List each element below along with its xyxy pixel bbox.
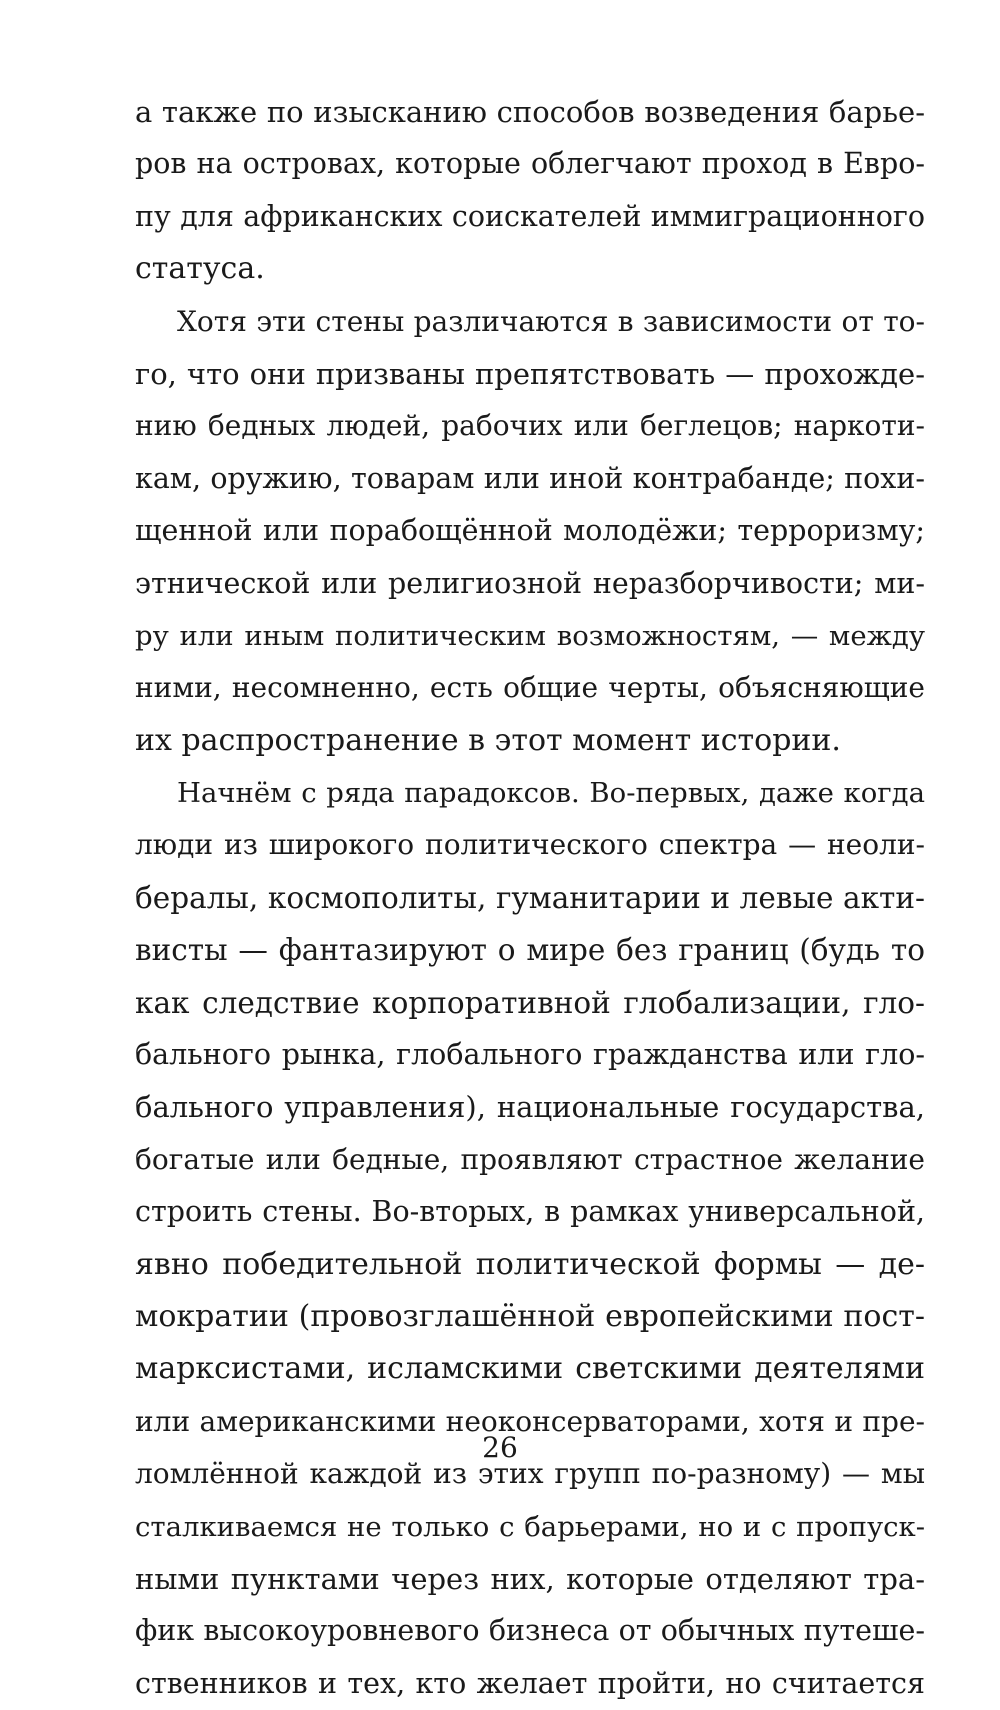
text-line: этнической или религиозной неразборчивости; ми- xyxy=(135,566,925,600)
text-line: бералы, космополиты, гуманитарии и левые акти- xyxy=(135,880,925,915)
text-line: бального управления), национальные государства, xyxy=(135,1090,925,1125)
text-line: ров на островах, которые облегчают проход в Евро- xyxy=(135,147,925,181)
text-line: ру или иным политическим возможностям, — между xyxy=(135,619,925,652)
text-line: или американскими неоконсерваторами, хотя и пре- xyxy=(135,1404,925,1438)
text-line: сталкиваемся не только с барьерами, но и с пропуск- xyxy=(135,1510,925,1543)
text-line: кам, оружию, товарам или иной контрабанде; похи- xyxy=(135,461,925,495)
text-line: статуса. xyxy=(135,251,265,287)
text-line: мократии (провозглашённой европейскими пост- xyxy=(135,1298,925,1334)
text-line: Начнём с ряда парадоксов. Во-первых, даже когда xyxy=(177,777,925,810)
text-line: ными пунктами через них, которые отделяют тра- xyxy=(135,1561,925,1596)
text-line: бального рынка, глобального гражданства или гло- xyxy=(135,1038,925,1072)
text-line: люди из широкого политического спектра — неоли- xyxy=(135,828,925,862)
text-line: ломлённой каждой из этих групп по-разному) — мы xyxy=(135,1457,925,1491)
text-line: как следствие корпоративной глобализации, гло- xyxy=(135,985,925,1020)
text-line: ними, несомненно, есть общие черты, объясняющие xyxy=(135,671,925,705)
text-line: богатые или бедные, проявляют страстное желание xyxy=(135,1142,925,1176)
text-line: нию бедных людей, рабочих или беглецов; наркоти- xyxy=(135,409,925,443)
text-line: их распространение в этот момент истории. xyxy=(135,722,841,758)
text-line: строить стены. Во-вторых, в рамках универсальной, xyxy=(135,1195,925,1229)
text-line: щенной или порабощённой молодёжи; терроризму; xyxy=(135,514,925,548)
text-line: ственников и тех, кто желает пройти, но считается xyxy=(135,1666,925,1700)
text-line: Хотя эти стены различаются в зависимости от то- xyxy=(177,304,925,338)
text-line: а также по изысканию способов возведения барье- xyxy=(135,95,925,129)
text-line: марксистами, исламскими светскими деятелями xyxy=(135,1351,925,1387)
text-line: фик высокоуровневого бизнеса от обычных путеше- xyxy=(135,1614,925,1648)
text-line: висты — фантазируют о мире без границ (будь то xyxy=(135,933,925,968)
page-number: 26 xyxy=(482,1431,518,1464)
text-line: го, что они призваны препятствовать — прохожде- xyxy=(135,356,925,391)
text-line: явно победительной политической формы — де- xyxy=(135,1246,925,1282)
text-line: пу для африканских соискателей иммиграционного xyxy=(135,199,925,233)
